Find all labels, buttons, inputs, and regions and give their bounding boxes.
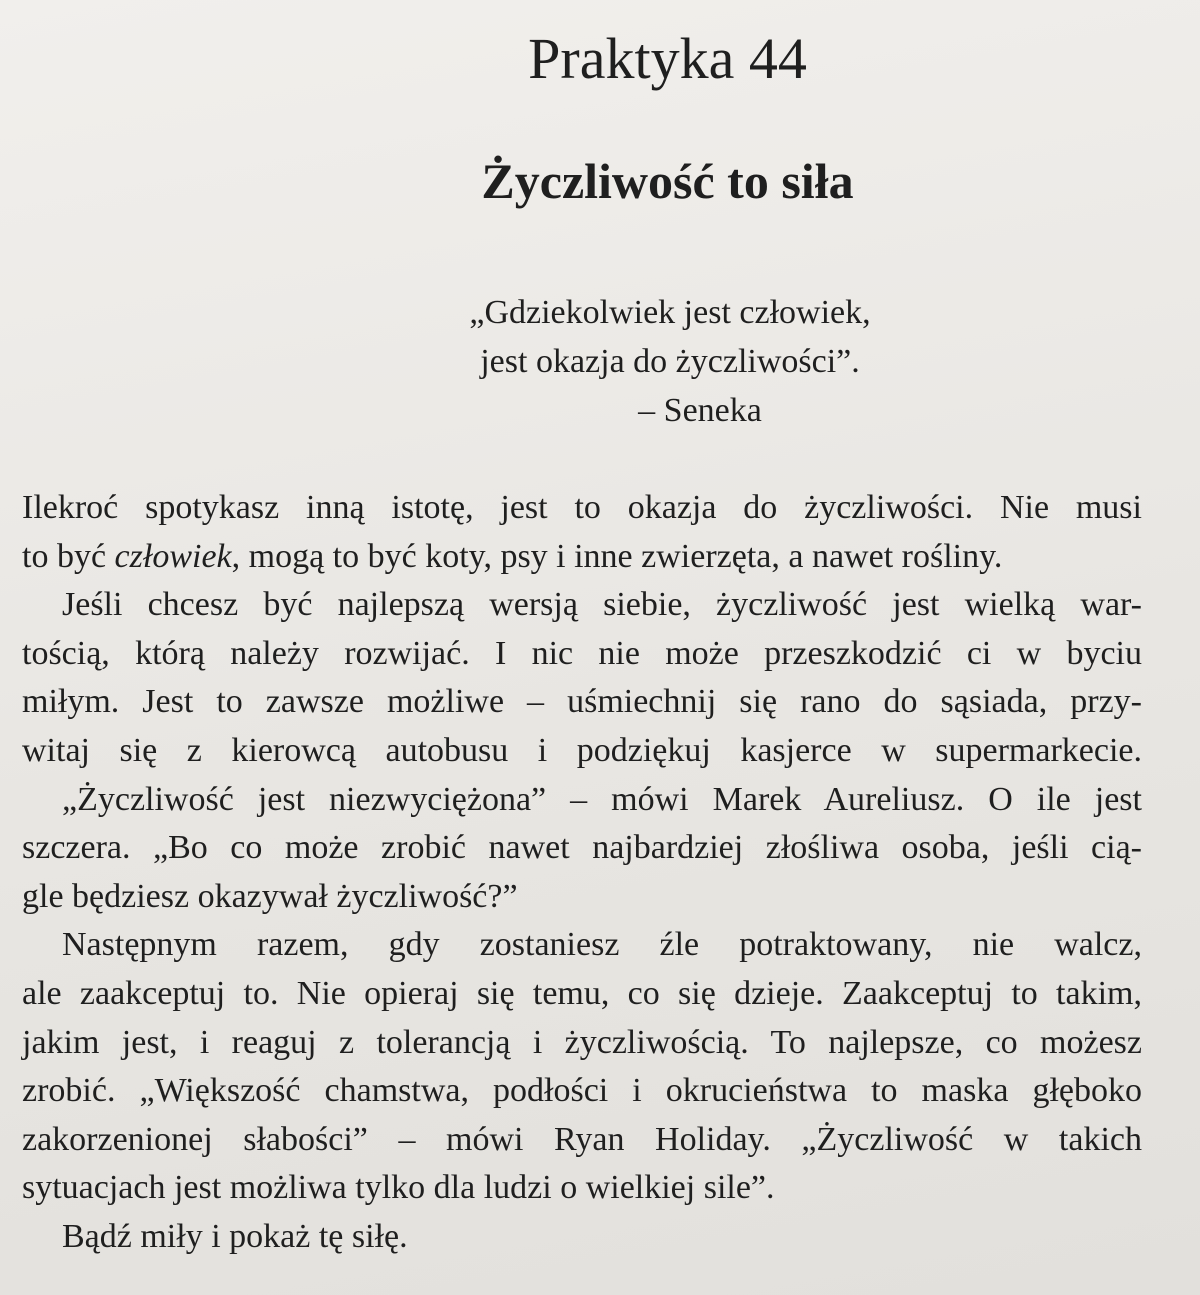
paragraph-line: Bądź miły i pokaż tę siłę. [62,1217,408,1255]
paragraph-line: szczera. „Bo co może zrobić nawet najbardziej złośliwa osoba, jeśli cią- [22,829,1142,867]
paragraph-line: sytuacjach jest możliwa tylko dla ludzi o wielkiej sile”. [22,1169,775,1207]
text-run: , mogą to być koty, psy i inne zwierzęta, a nawet rośliny. [231,537,1003,575]
chapter-subtitle: Życzliwość to siła [481,153,854,209]
paragraph-line: miłym. Jest to zawsze możliwe – uśmiechnij się rano do sąsiada, przy- [22,683,1142,721]
paragraph-line: zakorzenionej słabości” – mówi Ryan Holiday. „Życzliwość w takich [22,1120,1142,1158]
chapter-title: Praktyka 44 [528,26,807,91]
paragraph-line: jakim jest, i reaguj z tolerancją i życzliwością. To najlepsze, co możesz [22,1023,1142,1061]
text-run: to być [22,537,115,575]
paragraph-line: tością, którą należy rozwijać. I nic nie może przeszkodzić ci w byciu [22,634,1142,672]
paragraph-line: witaj się z kierowcą autobusu i podziękuj kasjerce w supermarkecie. [22,731,1142,769]
paragraph-line: Ilekroć spotykasz inną istotę, jest to okazja do życzliwości. Nie musi [22,489,1142,526]
paragraph-line: „Życzliwość jest niezwyciężona” – mówi Marek Aureliusz. O ile jest [62,780,1142,818]
paragraph-line: Następnym razem, gdy zostaniesz źle potraktowany, nie walcz, [62,926,1142,964]
emphasis-text: człowiek [114,537,232,575]
paragraph-line: zrobić. „Większość chamstwa, podłości i okrucieństwa to maska głęboko [22,1072,1142,1110]
epigraph-line: „Gdziekolwiek jest człowiek, [469,294,871,331]
paragraph-line [22,533,1142,582]
epigraph-line: jest okazja do życzliwości”. [480,343,860,380]
paragraph-line: Jeśli chcesz być najlepszą wersją siebie, życzliwość jest wielką war- [62,586,1142,624]
paragraph-line: gle będziesz okazywał życzliwość?” [22,877,518,915]
body-text [22,484,1142,1262]
epigraph [0,288,1200,435]
paragraph-line: ale zaakceptuj to. Nie opieraj się temu, co się dzieje. Zaakceptuj to takim, [22,974,1142,1012]
epigraph-author: – Seneka [638,392,762,429]
